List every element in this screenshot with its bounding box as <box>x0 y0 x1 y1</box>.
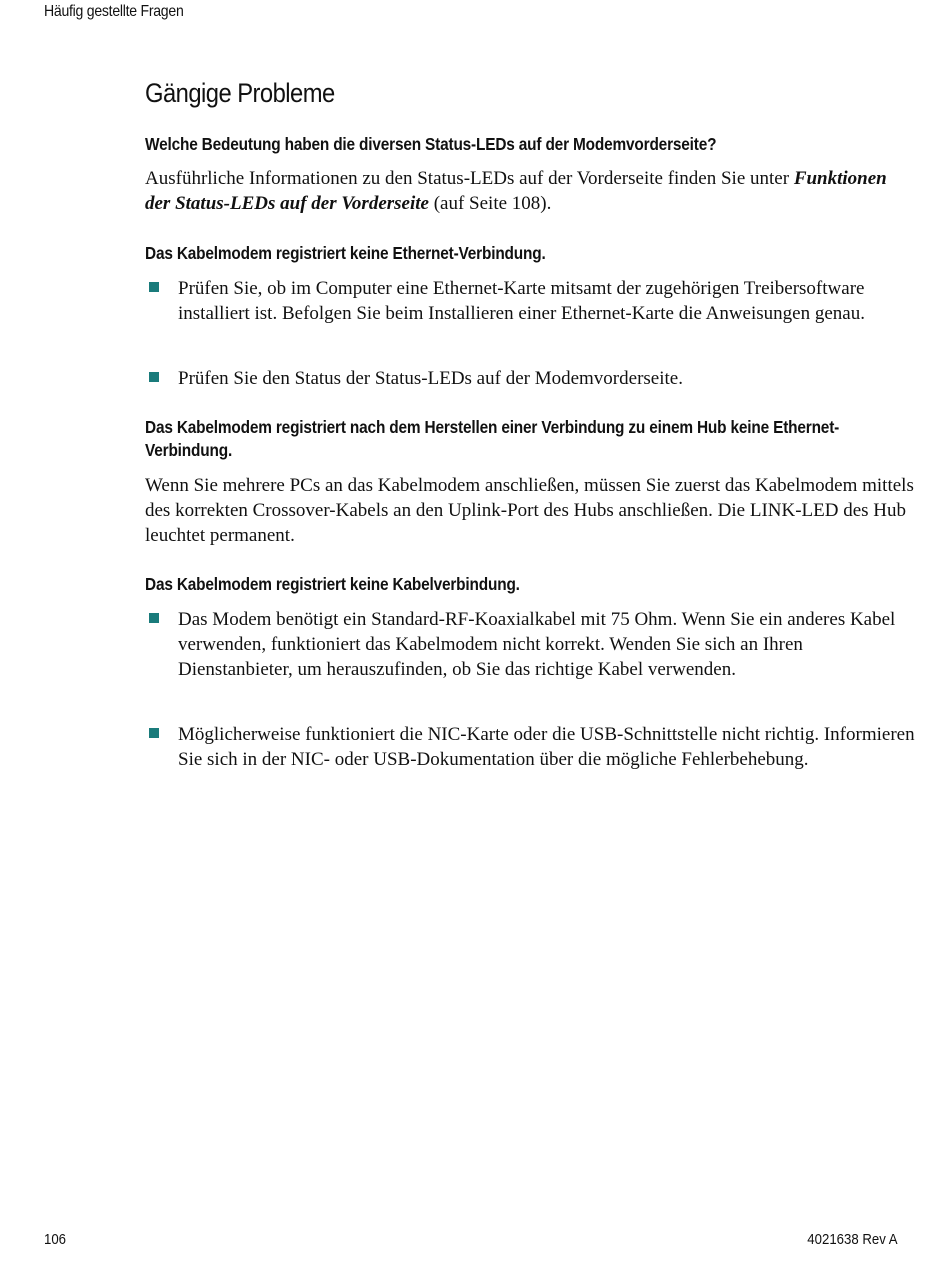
question-heading: Das Kabelmodem registriert nach dem Herstellen einer Verbindung zu einem Hub keine Ethernet-Verbindung. <box>145 417 840 460</box>
list-item <box>145 276 915 326</box>
question-heading: Das Kabelmodem registriert keine Ethernet-Verbindung. <box>145 243 546 263</box>
list-item-text: Prüfen Sie den Status der Status-LEDs auf der Modemvorderseite. <box>178 368 683 389</box>
square-bullet-icon <box>149 613 159 623</box>
square-bullet-icon <box>149 728 159 738</box>
list-item-text: Das Modem benötigt ein Standard-RF-Koaxialkabel mit 75 Ohm. Wenn Sie ein anderes Kabel verwenden, funktioniert das Kabelmodem nicht korrekt. Wenden Sie sich an Ihren Dienstanbieter, um herauszufinden, ob Sie das richtige Kabel verwenden. <box>178 609 896 680</box>
page-title: Gängige Probleme <box>145 78 335 108</box>
list-item <box>145 366 915 391</box>
main-content <box>145 78 915 770</box>
list-item-text: Prüfen Sie, ob im Computer eine Ethernet-Karte mitsamt der zugehörigen Treibersoftware installiert ist. Befolgen Sie beim Installieren einer Ethernet-Karte die Anweisungen genau. <box>178 278 865 324</box>
paragraph-text: (auf Seite 108). <box>428 193 552 214</box>
paragraph-text: Ausführliche Informationen zu den Status-LEDs auf der Vorderseite finden Sie unter <box>145 168 794 189</box>
list-item-text: Möglicherweise funktioniert die NIC-Karte oder die USB-Schnittstelle nicht richtig. Informieren Sie sich in der NIC- oder USB-Dokumentation über die mögliche Fehlerbehebung. <box>178 724 915 770</box>
page-number: 106 <box>44 1231 67 1248</box>
question-heading: Welche Bedeutung haben die diversen Status-LEDs auf der Modemvorderseite? <box>145 134 717 154</box>
running-header: Häufig gestellte Fragen <box>44 3 184 20</box>
paragraph: Wenn Sie mehrere PCs an das Kabelmodem anschließen, müssen Sie zuerst das Kabelmodem mittels des korrekten Crossover-Kabels an den Uplink-Port des Hubs anschließen. Die LINK-LED des Hub leuchtet permanent. <box>145 475 914 546</box>
square-bullet-icon <box>149 372 159 382</box>
document-id: 4021638 Rev A <box>807 1231 898 1248</box>
square-bullet-icon <box>149 282 159 292</box>
cross-reference-link[interactable]: Funktionen der Status-LEDs auf der Vorderseite <box>145 168 887 214</box>
list-item <box>145 607 915 682</box>
list-item <box>145 722 915 772</box>
paragraph <box>145 166 915 216</box>
question-heading: Das Kabelmodem registriert keine Kabelverbindung. <box>145 574 520 594</box>
